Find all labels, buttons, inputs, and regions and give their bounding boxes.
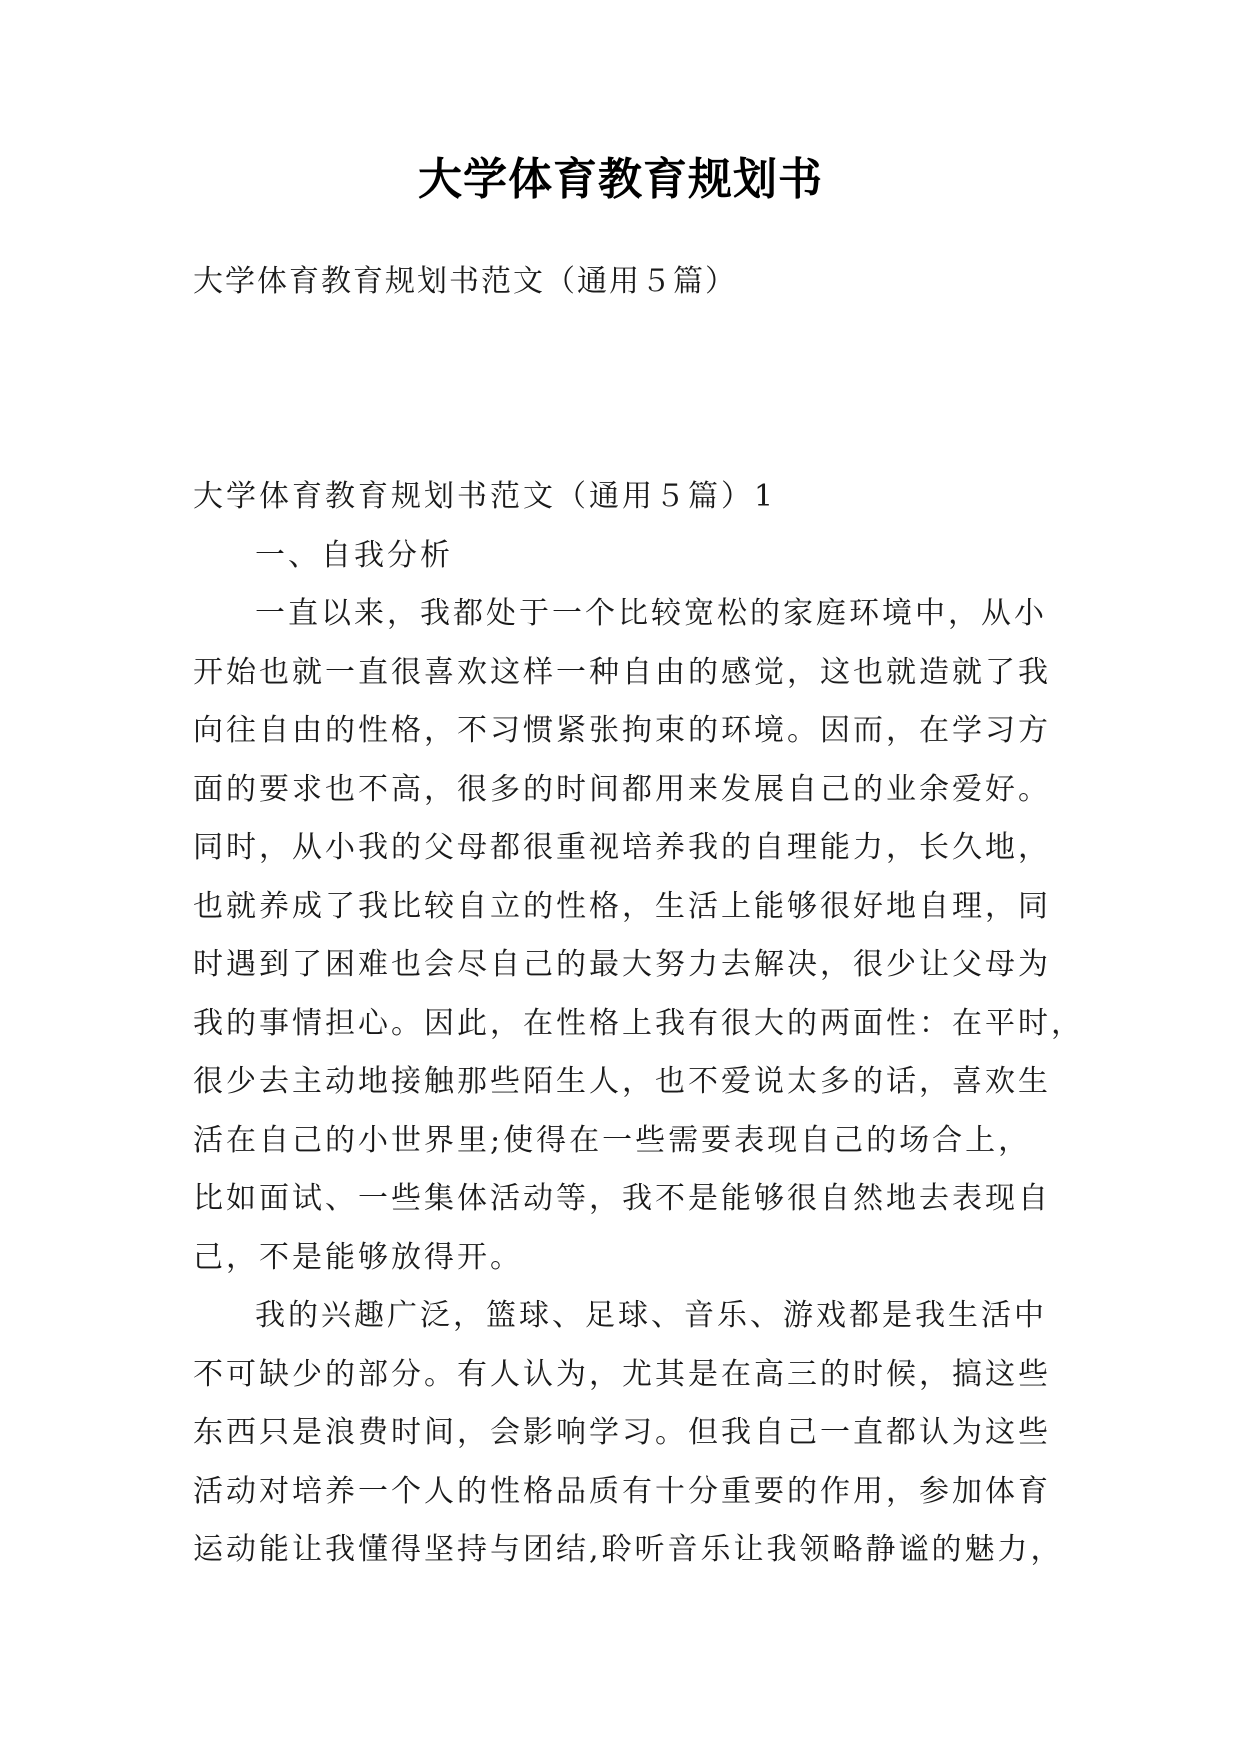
paragraph-line: 运动能让我懂得坚持与团结,聆听音乐让我领略静谧的魅力， bbox=[193, 1532, 1064, 1567]
document-title: 大学体育教育规划书 bbox=[418, 154, 823, 205]
paragraph-line: 我的兴趣广泛，篮球、足球、音乐、游戏都是我生活中 bbox=[255, 1298, 1047, 1333]
document-body bbox=[193, 468, 1084, 1580]
section-subheading: 一、自我分析 bbox=[255, 537, 453, 573]
document-subtitle: 大学体育教育规划书范文（通用５篇） bbox=[193, 264, 737, 299]
paragraph-line: 己，不是能够放得开。 bbox=[193, 1239, 523, 1275]
paragraph-line: 开始也就一直很喜欢这样一种自由的感觉，这也就造就了我 bbox=[193, 654, 1051, 690]
paragraph-line: 面的要求也不高，很多的时间都用来发展自己的业余爱好。 bbox=[193, 771, 1051, 807]
paragraph-line: 比如面试、一些集体活动等，我不是能够很自然地去表现自 bbox=[193, 1181, 1051, 1216]
paragraph bbox=[193, 1287, 1073, 1580]
paragraph-line: 不可缺少的部分。有人认为，尤其是在高三的时候，搞这些 bbox=[193, 1356, 1051, 1392]
paragraph-line: 一直以来，我都处于一个比较宽松的家庭环境中，从小 bbox=[255, 596, 1047, 631]
section-heading: 大学体育教育规划书范文（通用５篇）1 bbox=[193, 479, 777, 514]
paragraph-line: 我的事情担心。因此，在性格上我有很大的两面性：在平时， bbox=[193, 1005, 1084, 1041]
paragraph-line: 同时，从小我的父母都很重视培养我的自理能力，长久地， bbox=[193, 830, 1051, 865]
paragraph-line: 很少去主动地接触那些陌生人，也不爱说太多的话，喜欢生 bbox=[193, 1064, 1051, 1099]
paragraph-line: 也就养成了我比较自立的性格，生活上能够很好地自理，同 bbox=[193, 888, 1051, 924]
paragraph-line: 向往自由的性格，不习惯紧张拘束的环境。因而，在学习方 bbox=[193, 713, 1051, 748]
paragraph-line: 活在自己的小世界里;使得在一些需要表现自己的场合上， bbox=[193, 1122, 1032, 1158]
paragraph-line: 活动对培养一个人的性格品质有十分重要的作用，参加体育 bbox=[193, 1473, 1051, 1509]
paragraph-line: 时遇到了困难也会尽自己的最大努力去解决，很少让父母为 bbox=[193, 947, 1051, 982]
paragraph bbox=[193, 585, 1084, 1287]
paragraph-line: 东西只是浪费时间，会影响学习。但我自己一直都认为这些 bbox=[193, 1415, 1051, 1450]
